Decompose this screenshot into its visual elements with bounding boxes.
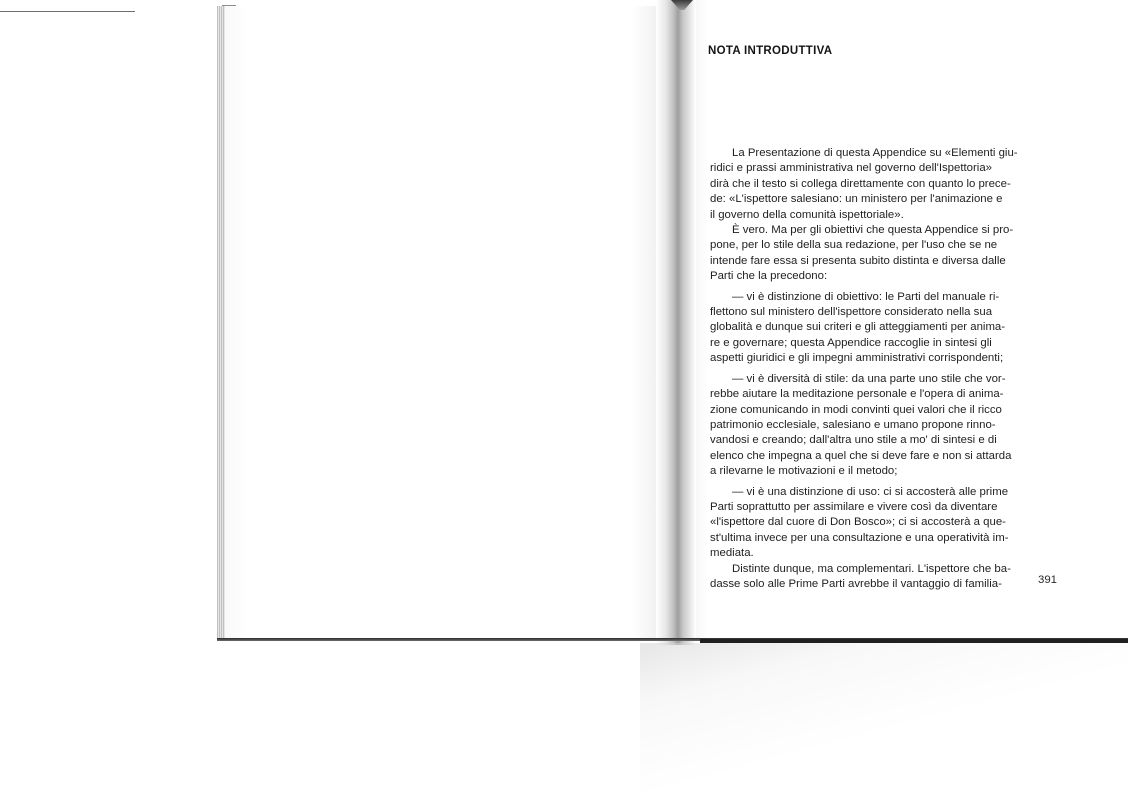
page-shadow xyxy=(640,643,1128,793)
left-page-edge xyxy=(217,6,225,639)
paragraph: È vero. Ma per gli obiettivi che questa Appendice si pro- pone, per lo stile della sua redazione, per l'uso che se ne intende fare essa si presenta subito distinta e diversa dalle Parti che la precedono: xyxy=(710,224,1014,283)
paragraph: La Presentazione di questa Appendice su «Elementi giu- ridici e prassi amministrativa nel governo dell'Ispettoria» dirà che il testo si collega direttamente con quanto lo prece- de: «L'ispettore salesiano: un ministero per l'animazione e il governo della comunità ispettoriale». xyxy=(710,147,1018,221)
section-heading: NOTA INTRODUTTIVA xyxy=(708,45,833,57)
paragraph: — vi è una distinzione di uso: ci si accosterà alle prime Parti soprattutto per assimilare e vivere così da diventare «l'ispettore dal cuore di Don Bosco»; ci si accosterà a que- st'ultima invece per una consultazione e una operatività im- mediata. xyxy=(710,485,1009,560)
book-gutter xyxy=(656,0,696,645)
page-number: 391 xyxy=(1038,574,1058,586)
paragraph: — vi è distinzione di obiettivo: le Parti del manuale ri- flettono sul ministero dell'ispettore considerato nella sua globalità e dunque sui criteri e gli atteggiamenti per anima- re e governare; questa Appendice raccoglie in sintesi gli aspetti giuridici e gli impegni amministrativi corrispondenti; xyxy=(710,290,1006,365)
paragraph: — vi è diversità di stile: da una parte uno stile che vor- rebbe aiutare la meditazione personale e l'opera di anima- zione comunicando in modi convinti quei valori che il ricco patrimonio ecclesiale, salesiano e umano propone rinno- vandosi e creando; dall'altra uno stile a mo' di sintesi e di elenco che impegna a quel che si deve fare e non si attarda a rilevarne le motivazioni e il metodo; xyxy=(710,372,1012,478)
scan-edge-line xyxy=(0,11,135,12)
left-blank-page xyxy=(217,6,670,639)
body-text xyxy=(710,146,1058,592)
paragraph: Distinte dunque, ma complementari. L'ispettore che ba- dasse solo alle Prime Parti avrebbe il vantaggio di familia- xyxy=(710,562,1011,590)
left-page-corner-mark xyxy=(222,5,236,6)
